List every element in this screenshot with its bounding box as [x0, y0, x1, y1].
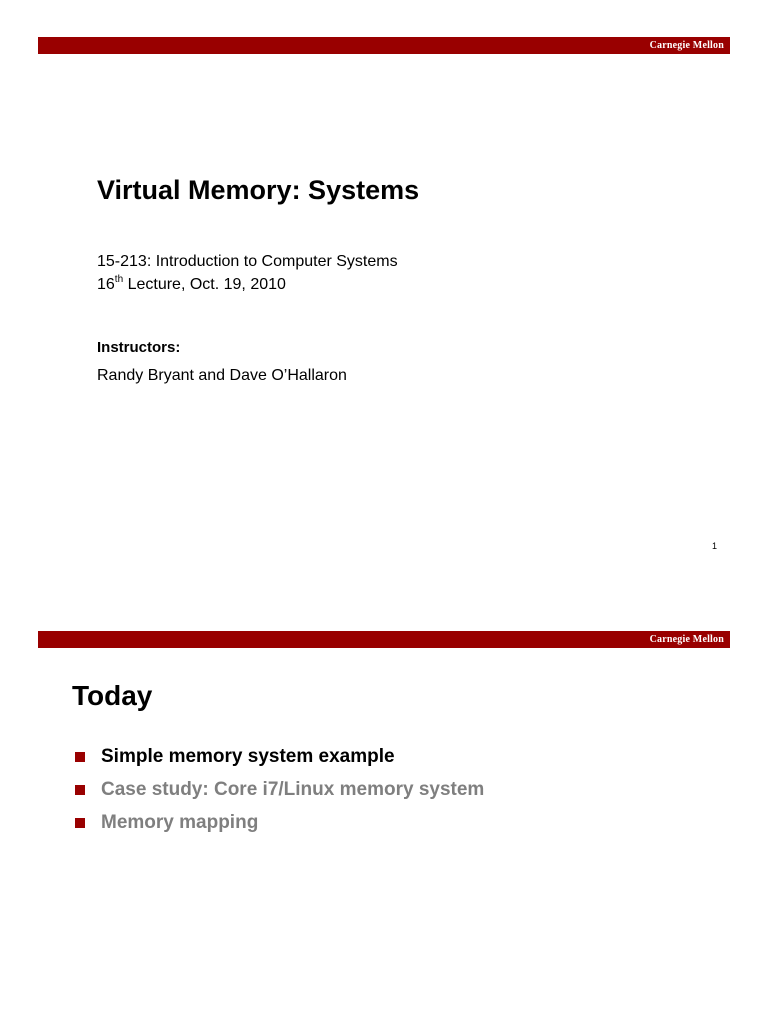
slide2-title: Today [72, 680, 153, 711]
slide1-brand-label: Carnegie Mellon [649, 40, 724, 51]
slide1-title: Virtual Memory: Systems [97, 175, 420, 205]
lecture-ordinal-suffix: th [114, 273, 124, 285]
agenda-item-memory-mapping [75, 806, 484, 839]
agenda-item-label: Simple memory system example [101, 745, 395, 767]
agenda-item-label: Memory mapping [101, 811, 259, 833]
instructors-label: Instructors: [97, 339, 181, 356]
slide1-page-number: 1 [712, 541, 718, 551]
square-bullet-icon [75, 818, 85, 828]
slide2-header-banner [38, 631, 730, 648]
slide2-brand-label: Carnegie Mellon [649, 634, 724, 645]
lecture-info [97, 275, 286, 295]
agenda-item-simple-memory [75, 740, 484, 773]
lecture-number: 16 [97, 276, 115, 293]
agenda-list [75, 740, 484, 839]
square-bullet-icon [75, 752, 85, 762]
slide1-header-banner [38, 37, 730, 54]
agenda-item-label: Case study: Core i7/Linux memory system [101, 778, 485, 800]
lecture-date: Lecture, Oct. 19, 2010 [123, 276, 286, 293]
square-bullet-icon [75, 785, 85, 795]
agenda-item-case-study [75, 773, 484, 806]
course-name: 15-213: Introduction to Computer Systems [97, 253, 398, 270]
instructors-names: Randy Bryant and Dave O’Hallaron [97, 367, 347, 384]
